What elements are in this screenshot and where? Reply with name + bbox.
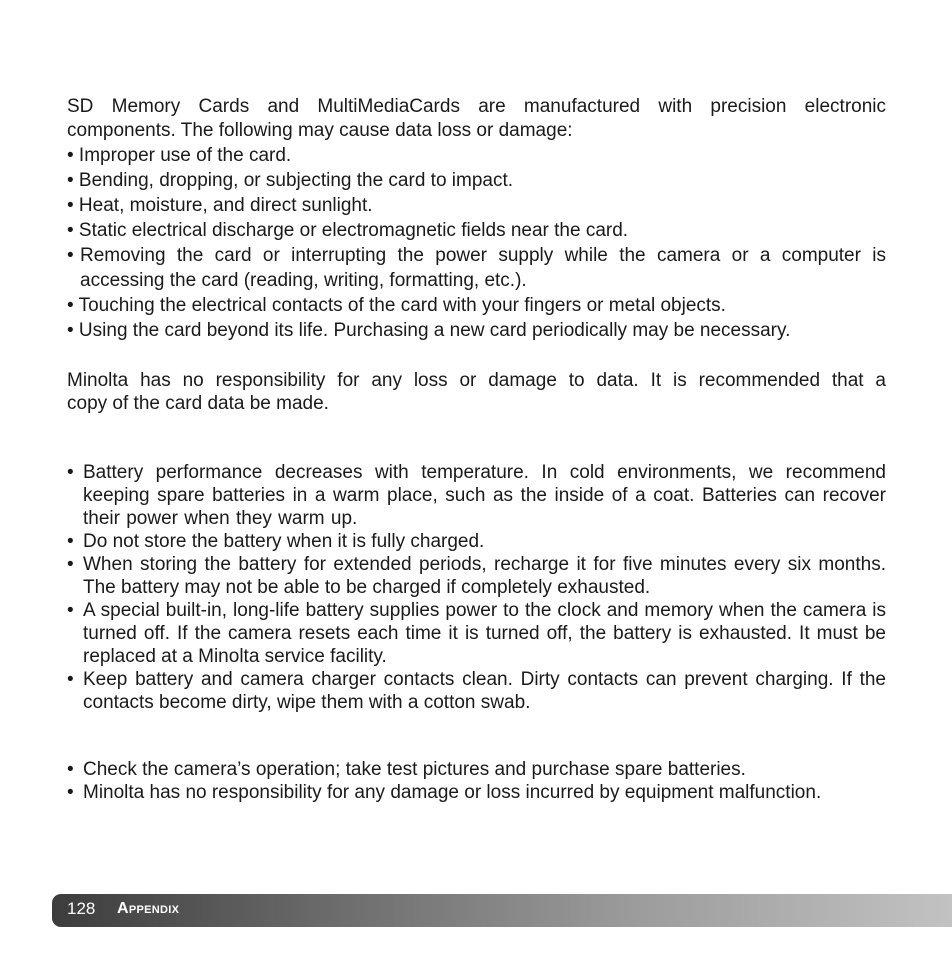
disclaimer-line: Minolta has no responsibility for any loss or damage to data. It is recommended that a: [67, 370, 886, 391]
list-item: [67, 530, 886, 553]
before-events-note: Check the camera’s operation; take test pictures and purchase spare batteries.: [83, 759, 746, 780]
battery-note: When storing the battery for extended periods, recharge it for five minutes every six months. The battery may not be able to be charged if completely exhausted.: [83, 554, 886, 598]
bullet-marker: •: [67, 600, 74, 621]
bullet-marker: •: [67, 759, 74, 780]
before-events-note: Minolta has no responsibility for any damage or loss incurred by equipment malfunction.: [83, 782, 822, 803]
bullet-marker: •: [67, 245, 74, 266]
list-item: [67, 599, 886, 668]
footer-bar: [52, 894, 952, 927]
sd-card-intro: [67, 95, 886, 143]
sd-card-bullet: [67, 243, 886, 293]
before-events-list: [67, 758, 886, 804]
bullet-marker: •: [67, 782, 74, 803]
sd-card-bullet: • Using the card beyond its life. Purchasing a new card periodically may be necessary.: [67, 320, 791, 341]
battery-note: Battery performance decreases with temperature. In cold environments, we recommend keeping spare batteries in a warm place, such as the inside of a coat. Batteries can recover their power when they warm up.: [83, 462, 886, 529]
page-number: 128: [67, 899, 96, 918]
data-loss-disclaimer: [67, 369, 886, 415]
sd-card-bullet-text: Removing the card or interrupting the power supply while the camera or a computer is accessing the card (reading, writing, formatting, etc.).: [80, 245, 886, 291]
list-item: [67, 461, 886, 530]
battery-note: Keep battery and camera charger contacts clean. Dirty contacts can prevent charging. If the contacts become dirty, wipe them with a cotton swab.: [83, 669, 886, 713]
sd-card-bullet: • Static electrical discharge or electromagnetic fields near the card.: [67, 220, 629, 241]
sd-card-bullet: • Heat, moisture, and direct sunlight.: [67, 195, 373, 216]
list-item: [67, 781, 886, 804]
sd-card-intro-line: SD Memory Cards and MultiMediaCards are manufactured with precision electronic: [67, 96, 886, 117]
list-item: [67, 553, 886, 599]
list-item: [67, 758, 886, 781]
bullet-marker: •: [67, 554, 74, 575]
battery-notes-list: [67, 461, 886, 714]
battery-note: Do not store the battery when it is fully charged.: [83, 531, 485, 552]
disclaimer-line: copy of the card data be made.: [67, 393, 329, 414]
sd-card-intro-line: components. The following may cause data loss or damage:: [67, 120, 573, 141]
list-item: [67, 668, 886, 714]
bullet-marker: •: [67, 462, 74, 483]
battery-note: A special built-in, long-life battery supplies power to the clock and memory when the camera is turned off. If the camera resets each time it is turned off, the battery is exhausted. It must be replaced at a Minolta service facility.: [83, 600, 886, 667]
sd-card-bullet: • Improper use of the card.: [67, 145, 292, 166]
section-label: Appendix: [117, 900, 180, 917]
bullet-marker: •: [67, 531, 74, 552]
sd-card-bullet: • Touching the electrical contacts of the card with your fingers or metal objects.: [67, 295, 726, 316]
sd-card-section: [67, 95, 886, 343]
sd-card-bullet: • Bending, dropping, or subjecting the card to impact.: [67, 170, 514, 191]
bullet-marker: •: [67, 669, 74, 690]
